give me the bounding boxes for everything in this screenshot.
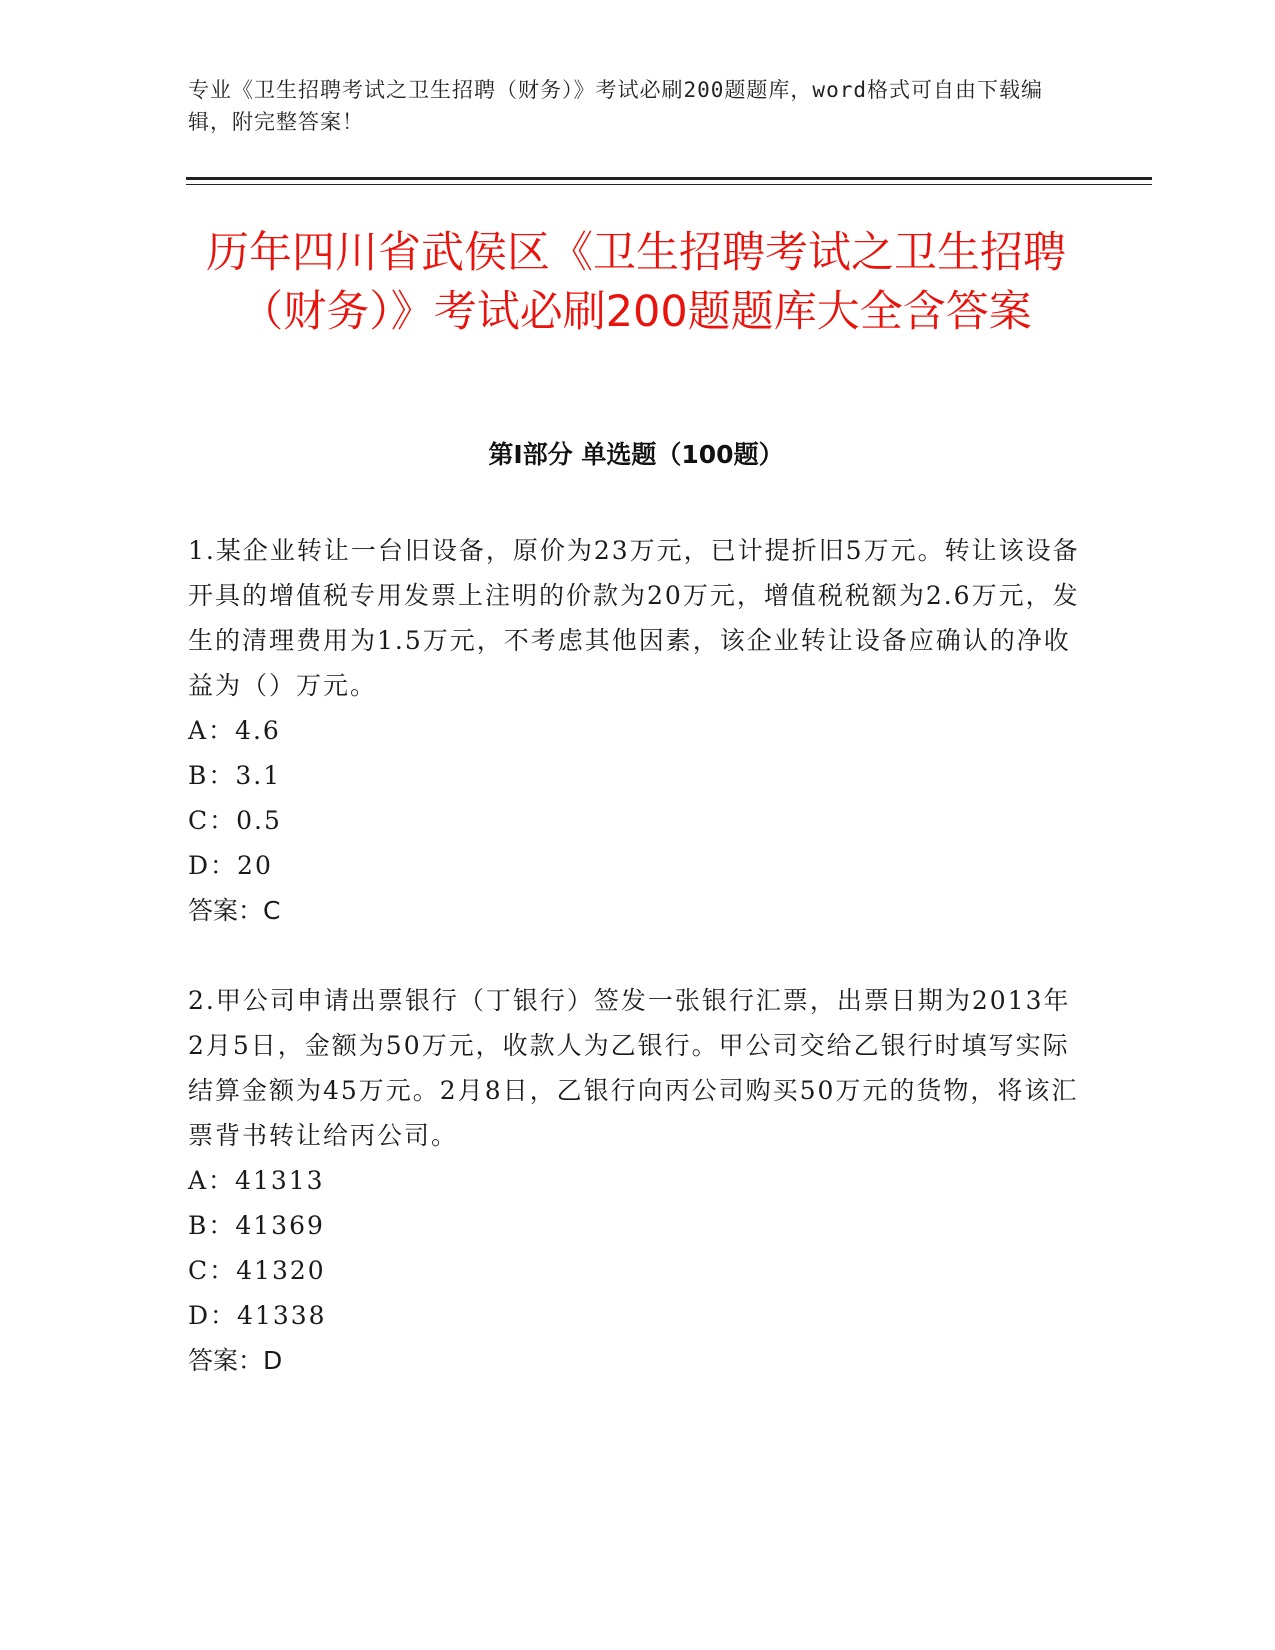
- option-d: D：41338: [188, 1301, 327, 1330]
- answer-line: 答案：D: [188, 1346, 283, 1375]
- header-divider-thin: [186, 184, 1152, 185]
- section-title: 第Ⅰ部分 单选题（100题）: [488, 440, 784, 469]
- question-2: [188, 978, 1088, 1383]
- option-b: B：3.1: [188, 761, 282, 790]
- option-a: A：4.6: [188, 716, 281, 745]
- document-title: 历年四川省武侯区《卫生招聘考试之卫生招聘（财务）》考试必刷200题题库大全含答案: [206, 228, 1066, 337]
- option-c: C：0.5: [188, 806, 282, 835]
- header-divider-thick: [186, 177, 1152, 180]
- question-1: [188, 528, 1088, 933]
- question-stem: 2.甲公司申请出票银行（丁银行）签发一张银行汇票，出票日期为2013年2月5日，金额为50万元，收款人为乙银行。甲公司交给乙银行时填写实际结算金额为45万元。2月8日，乙银行向丙公司购买50万元的货物，将该汇票背书转让给丙公司。: [188, 986, 1079, 1150]
- option-c: C：41320: [188, 1256, 326, 1285]
- answer-line: 答案：C: [188, 896, 281, 925]
- option-a: A：41313: [188, 1166, 325, 1195]
- question-stem: 1.某企业转让一台旧设备，原价为23万元，已计提折旧5万元。转让该设备开具的增值税专用发票上注明的价款为20万元，增值税税额为2.6万元，发生的清理费用为1.5万元，不考虑其他因素，该企业转让设备应确认的净收益为（）万元。: [188, 536, 1080, 700]
- header-note: 专业《卫生招聘考试之卫生招聘（财务）》考试必刷200题题库，word格式可自由下载编辑，附完整答案！: [188, 78, 1043, 134]
- option-b: B：41369: [188, 1211, 325, 1240]
- option-d: D：20: [188, 851, 273, 880]
